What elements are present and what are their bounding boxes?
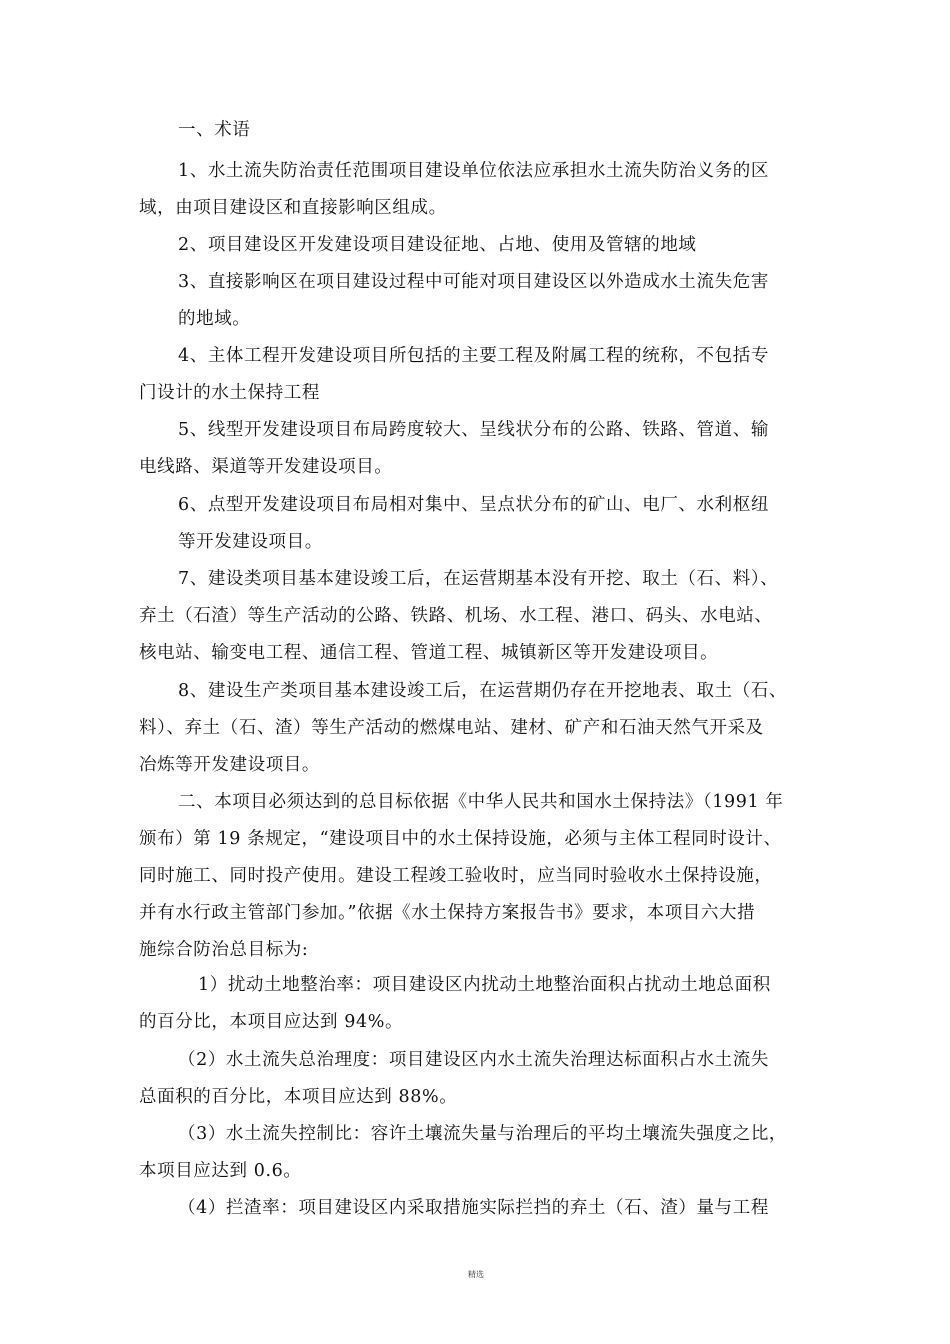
paragraph-line: 3、直接影响区在项目建设过程中可能对项目建设区以外造成水土流失危害	[178, 272, 769, 292]
section-heading-terms: 一、术语	[178, 120, 251, 140]
paragraph-line: 同时施工、同时投产使用。建设工程竣工验收时，应当同时验收水土保持设施，	[139, 866, 773, 886]
page-footer-label: 精选	[468, 1270, 484, 1279]
paragraph-line: 2、项目建设区开发建设项目建设征地、占地、使用及管辖的地域	[178, 235, 697, 255]
list-item-line: （4）拦渣率：项目建设区内采取措施实际拦挡的弃土（石、渣）量与工程	[178, 1198, 769, 1218]
paragraph-line: 5、线型开发建设项目布局跨度较大、呈线状分布的公路、铁路、管道、输	[178, 420, 769, 440]
paragraph-line: 的地域。	[178, 309, 251, 329]
paragraph-line: 4、主体工程开发建设项目所包括的主要工程及附属工程的统称，不包括专	[178, 346, 769, 366]
paragraph-line: 域，由项目建设区和直接影响区组成。	[139, 198, 447, 218]
section-heading-goals: 二、本项目必须达到的总目标依据《中华人民共和国水土保持法》（1991 年	[178, 792, 784, 812]
paragraph-line: 电线路、渠道等开发建设项目。	[139, 457, 393, 477]
paragraph-line: 总面积的百分比，本项目应达到 88%。	[139, 1087, 458, 1107]
paragraph-line: 的百分比，本项目应达到 94%。	[139, 1012, 404, 1032]
paragraph-line: 6、点型开发建设项目布局相对集中、呈点状分布的矿山、电厂、水利枢纽	[178, 495, 769, 515]
paragraph-line: 料）、弃土（石、渣）等生产活动的燃煤电站、建材、矿产和石油天然气开采及	[139, 718, 764, 738]
list-item-line: 1）扰动土地整治率：项目建设区内扰动土地整治面积占扰动土地总面积	[198, 975, 771, 995]
paragraph-line: 等开发建设项目。	[178, 532, 323, 552]
paragraph-line: 施综合防治总目标为:	[139, 940, 309, 960]
paragraph-line: 本项目应达到 0.6。	[139, 1161, 302, 1181]
paragraph-line: 门设计的水土保持工程	[139, 383, 320, 403]
paragraph-line: 颁布）第 19 条规定，“建设项目中的水土保持设施，必须与主体工程同时设计、	[139, 829, 782, 849]
paragraph-line: 核电站、输变电工程、通信工程、管道工程、城镇新区等开发建设项目。	[139, 643, 719, 663]
paragraph-line: 并有水行政主管部门参加。”依据《水土保持方案报告书》要求，本项目六大措	[139, 903, 756, 923]
list-item-line: （3）水土流失控制比：容许土壤流失量与治理后的平均土壤流失强度之比，	[178, 1124, 788, 1144]
list-item-line: （2）水土流失总治理度：项目建设区内水土流失治理达标面积占水土流失	[178, 1050, 769, 1070]
paragraph-line: 7、建设类项目基本建设竣工后，在运营期基本没有开挖、取土（石、料）、	[178, 569, 779, 589]
paragraph-line: 弃土（石渣）等生产活动的公路、铁路、机场、水工程、港口、码头、水电站、	[139, 606, 773, 626]
paragraph-line: 1、水土流失防治责任范围项目建设单位依法应承担水土流失防治义务的区	[178, 161, 769, 181]
paragraph-line: 8、建设生产类项目基本建设竣工后，在运营期仍存在开挖地表、取土（石、	[178, 681, 788, 701]
paragraph-line: 冶炼等开发建设项目。	[139, 755, 320, 775]
